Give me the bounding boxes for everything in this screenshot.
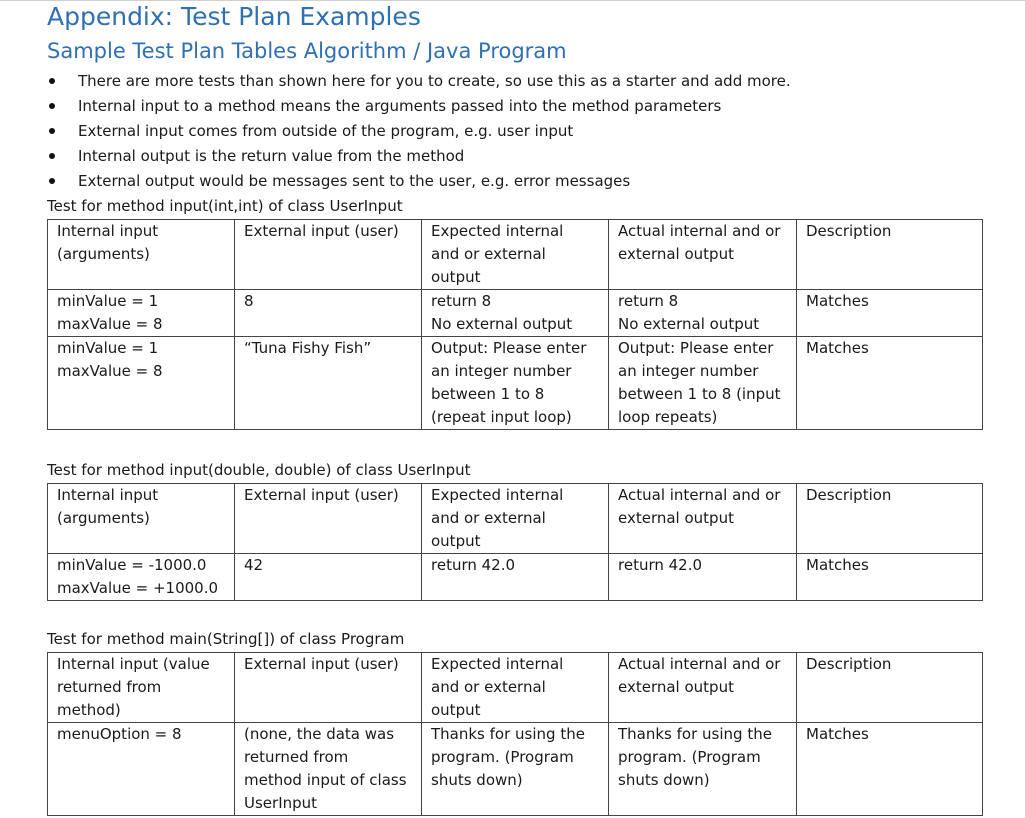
bullet-item: External output would be messages sent to the user, e.g. error messages [47, 169, 987, 194]
header-cell: External input (user) [235, 484, 422, 554]
table-row [48, 290, 983, 337]
header-cell: Actual internal and or external output [609, 484, 797, 554]
header-cell: Expected internal and or external output [422, 220, 609, 290]
table-cell: “Tuna Fishy Fish” [235, 337, 422, 430]
table-caption: Test for method input(int,int) of class UserInput [47, 197, 403, 215]
header-cell: Description [797, 484, 983, 554]
table-header-row [48, 484, 983, 554]
table-header-row [48, 653, 983, 723]
table-row [48, 337, 983, 430]
table-cell: return 42.0 [422, 554, 609, 601]
bullet-list [47, 69, 987, 194]
table-cell: Matches [797, 337, 983, 430]
bullet-item: Internal output is the return value from the method [47, 144, 987, 169]
table-cell: Output: Please enter an integer number between 1 to 8 (input loop repeats) [609, 337, 797, 430]
bullet-item: Internal input to a method means the arguments passed into the method parameters [47, 94, 987, 119]
page-subheading: Sample Test Plan Tables Algorithm / Java Program [47, 39, 567, 63]
page-heading: Appendix: Test Plan Examples [47, 2, 421, 31]
table-cell: Output: Please enter an integer number between 1 to 8 (repeat input loop) [422, 337, 609, 430]
table-caption: Test for method main(String[]) of class Program [47, 630, 405, 648]
header-cell: Actual internal and or external output [609, 653, 797, 723]
bullet-item: External input comes from outside of the program, e.g. user input [47, 119, 987, 144]
table-cell: minValue = 1 maxValue = 8 [48, 290, 235, 337]
table-cell: return 8 No external output [609, 290, 797, 337]
table-cell: Thanks for using the program. (Program shuts down) [422, 723, 609, 816]
table-cell: Matches [797, 554, 983, 601]
table-cell: 8 [235, 290, 422, 337]
table-cell: (none, the data was returned from method input of class UserInput [235, 723, 422, 816]
bullet-item: There are more tests than shown here for you to create, so use this as a starter and add more. [47, 69, 987, 94]
table-cell: minValue = -1000.0 maxValue = +1000.0 [48, 554, 235, 601]
header-cell: Expected internal and or external output [422, 484, 609, 554]
table-cell: return 42.0 [609, 554, 797, 601]
header-cell: Description [797, 653, 983, 723]
table-caption: Test for method input(double, double) of class UserInput [47, 461, 471, 479]
header-cell: Actual internal and or external output [609, 220, 797, 290]
header-cell: Expected internal and or external output [422, 653, 609, 723]
test-plan-table [47, 483, 983, 601]
table-cell: Matches [797, 290, 983, 337]
table-cell: 42 [235, 554, 422, 601]
header-cell: Internal input (value returned from method) [48, 653, 235, 723]
top-border-line [0, 0, 1025, 1]
table-cell: Thanks for using the program. (Program shuts down) [609, 723, 797, 816]
test-plan-table [47, 219, 983, 430]
table-header-row [48, 220, 983, 290]
table-cell: return 8 No external output [422, 290, 609, 337]
table-row [48, 554, 983, 601]
header-cell: External input (user) [235, 653, 422, 723]
test-plan-table [47, 652, 983, 816]
table-cell: Matches [797, 723, 983, 816]
table-cell: menuOption = 8 [48, 723, 235, 816]
header-cell: External input (user) [235, 220, 422, 290]
header-cell: Internal input (arguments) [48, 484, 235, 554]
table-cell: minValue = 1 maxValue = 8 [48, 337, 235, 430]
header-cell: Description [797, 220, 983, 290]
header-cell: Internal input (arguments) [48, 220, 235, 290]
table-row [48, 723, 983, 816]
